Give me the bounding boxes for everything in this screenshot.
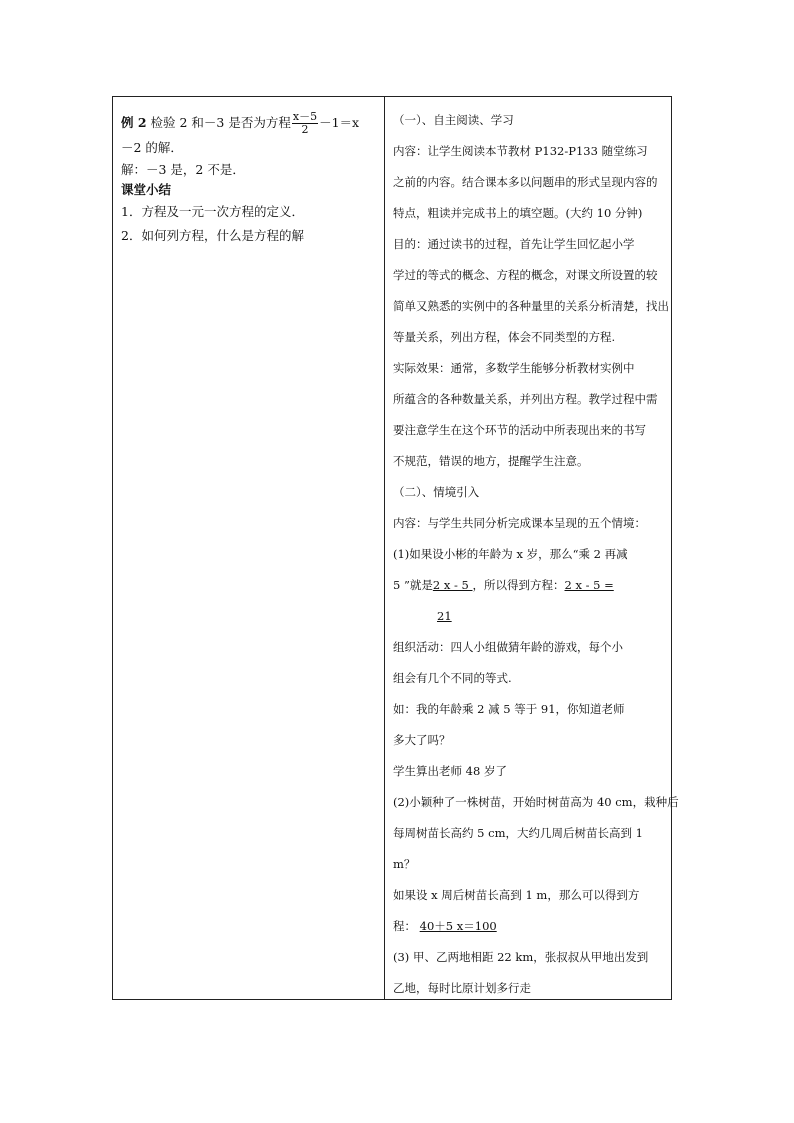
summary-title: 课堂小结 (121, 182, 172, 197)
equation-line (393, 911, 665, 942)
text-line: 如：我的年龄乘 2 减 5 等于 91，你知道老师 (393, 702, 625, 716)
text-line: （一）、自主阅读、学习 (393, 113, 514, 127)
text-line: 每周树苗长高约 5 cm，大约几周后树苗长高到 1 (393, 826, 643, 840)
text-line: m？ (393, 857, 416, 871)
example-text-b: －1＝x (319, 115, 360, 130)
equation-blank: 40＋5 x＝100 (419, 919, 497, 933)
text-line: 内容：让学生阅读本节教材 P132-P133 随堂练习 (393, 144, 648, 158)
fraction (292, 111, 318, 136)
text-line: 如果设 x 周后树苗长高到 1 m，那么可以得到方 (393, 888, 640, 902)
right-column (393, 105, 679, 1004)
example-line (121, 111, 379, 136)
fraction-denominator: 2 (301, 123, 309, 136)
fill-text: 5 ”就是 (393, 578, 433, 592)
text-line: 不规范，错误的地方，提醒学生注意。 (393, 454, 589, 468)
text-line: 学生算出老师 48 岁了 (393, 764, 507, 778)
text-line: 乙地，每时比原计划多行走 (393, 981, 531, 995)
text-line: 组会有几个不同的等式. (393, 671, 512, 685)
text-line: 组织活动：四人小组做猜年龄的游戏，每个小 (393, 640, 623, 654)
text-line: 实际效果：通常，多数学生能够分析教材实例中 (393, 361, 635, 375)
example-label: 例 2 (121, 115, 147, 130)
text-line: 内容：与学生共同分析完成课本呈现的五个情境： (393, 516, 646, 530)
answer: 解：－3 是，2 不是． (121, 162, 245, 177)
lesson-table (112, 96, 679, 1000)
fill-in-line (393, 570, 665, 601)
example-text-a: 检验 2 和－3 是否为方程 (146, 115, 291, 130)
text-line: (3) 甲、乙两地相距 22 km，张叔叔从甲地出发到 (393, 950, 649, 964)
example-line-2: －2 的解． (121, 140, 183, 155)
equation-label: 程： (393, 919, 420, 933)
text-line: 特点，粗读并完成书上的填空题。(大约 10 分钟) (393, 206, 643, 220)
summary-item-2: 2．如何列方程，什么是方程的解 (121, 228, 304, 243)
text-line: 目的：通过读书的过程，首先让学生回忆起小学 (393, 237, 635, 251)
fill-in-line-cont (393, 601, 665, 632)
left-column (121, 111, 379, 248)
fill-blank-1: 2 x - 5 (432, 578, 473, 592)
column-divider (384, 97, 385, 999)
summary-item-1: 1．方程及一元一次方程的定义． (121, 204, 304, 219)
text-line: 所蕴含的各种数量关系，并列出方程。教学过程中需 (393, 392, 658, 406)
text-line: 简单又熟悉的实例中的各种量里的关系分析清楚，找出 (393, 299, 669, 313)
fraction-numerator: x－5 (292, 110, 318, 123)
text-line: 学过的等式的概念、方程的概念，对课文所设置的较 (393, 268, 658, 282)
fill-blank-2: 2 x - 5 = (564, 578, 614, 592)
fill-text: ，所以得到方程： (472, 578, 565, 592)
text-line: (1)如果设小彬的年龄为 x 岁，那么“乘 2 再减 (393, 547, 628, 561)
text-line: （二）、情境引入 (393, 485, 480, 499)
text-line: 之前的内容。结合课本多以问题串的形式呈现内容的 (393, 175, 658, 189)
text-line: (2)小颖种了一株树苗，开始时树苗高为 40 cm，栽种后 (393, 795, 679, 809)
fill-blank-3: 21 (437, 609, 452, 623)
text-line: 等量关系，列出方程，体会不同类型的方程. (393, 330, 616, 344)
text-line: 多大了吗？ (393, 733, 451, 747)
text-line: 要注意学生在这个环节的活动中所表现出来的书写 (393, 423, 646, 437)
